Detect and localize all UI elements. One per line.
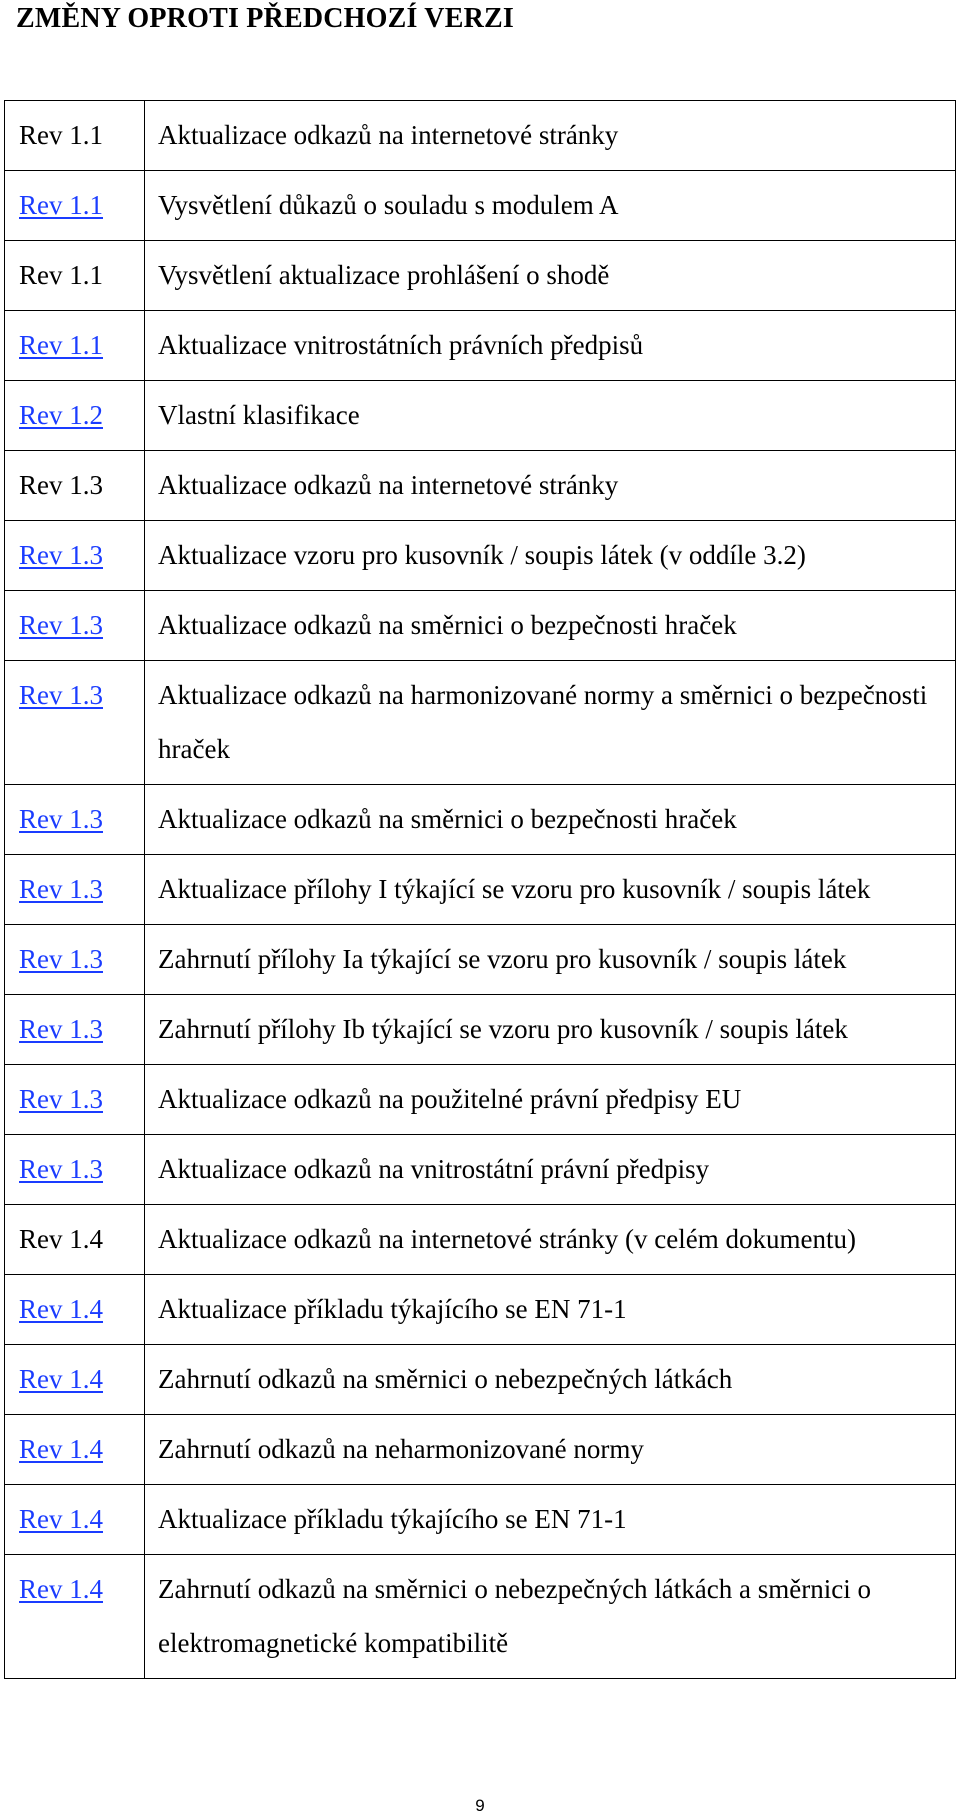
- revision-table: [4, 100, 956, 1679]
- revision-description-cell: [145, 311, 956, 381]
- revision-description: Zahrnutí přílohy Ib týkající se vzoru pro kusovník / soupis látek: [158, 1014, 848, 1044]
- revision-description-cell: [145, 381, 956, 451]
- revision-description: Vlastní klasifikace: [158, 400, 360, 430]
- revision-number-cell: [5, 171, 145, 241]
- revision-description-cell: [145, 1275, 956, 1345]
- revision-number-cell: [5, 1205, 145, 1275]
- revision-row: [5, 451, 956, 521]
- revision-description-cell: [145, 171, 956, 241]
- revision-description: Zahrnutí odkazů na směrnici o nebezpečných látkách a směrnici o elektromagnetické kompatibilitě: [158, 1574, 871, 1658]
- revision-row: [5, 241, 956, 311]
- revision-number-cell: [5, 1485, 145, 1555]
- revision-description-cell: [145, 1345, 956, 1415]
- revision-description: Vysvětlení aktualizace prohlášení o shodě: [158, 260, 610, 290]
- revision-description-cell: [145, 451, 956, 521]
- revision-row: [5, 1135, 956, 1205]
- revision-link[interactable]: Rev 1.3: [19, 540, 103, 570]
- revision-row: [5, 1555, 956, 1679]
- revision-number-cell: [5, 311, 145, 381]
- revision-row: [5, 591, 956, 661]
- page-title: ZMĚNY OPROTI PŘEDCHOZÍ VERZI: [16, 3, 514, 34]
- revision-link[interactable]: Rev 1.3: [19, 680, 103, 710]
- revision-description-cell: [145, 1065, 956, 1135]
- revision-description-cell: [145, 1135, 956, 1205]
- revision-description-cell: [145, 521, 956, 591]
- revision-link[interactable]: Rev 1.3: [19, 804, 103, 834]
- revision-description-cell: [145, 1415, 956, 1485]
- revision-link[interactable]: Rev 1.3: [19, 1154, 103, 1184]
- revision-row: [5, 1345, 956, 1415]
- revision-link[interactable]: Rev 1.3: [19, 944, 103, 974]
- revision-description: Zahrnutí odkazů na směrnici o nebezpečných látkách: [158, 1364, 733, 1394]
- revision-number-cell: [5, 661, 145, 785]
- revision-link[interactable]: Rev 1.4: [19, 1434, 103, 1464]
- revision-number-cell: [5, 1345, 145, 1415]
- revision-number-cell: [5, 785, 145, 855]
- page-number: 9: [475, 1796, 485, 1815]
- revision-number-cell: [5, 101, 145, 171]
- revision-table-body: [5, 101, 956, 1679]
- revision-description: Aktualizace odkazů na vnitrostátní právní předpisy: [158, 1154, 710, 1184]
- revision-description: Zahrnutí přílohy Ia týkající se vzoru pro kusovník / soupis látek: [158, 944, 847, 974]
- revision-description-cell: [145, 661, 956, 785]
- revision-number-cell: [5, 1275, 145, 1345]
- revision-number: Rev 1.4: [19, 1224, 103, 1254]
- revision-description: Vysvětlení důkazů o souladu s modulem A: [158, 190, 619, 220]
- revision-link[interactable]: Rev 1.3: [19, 874, 103, 904]
- revision-description-cell: [145, 1555, 956, 1679]
- revision-row: [5, 1205, 956, 1275]
- revision-description: Aktualizace odkazů na směrnici o bezpečnosti hraček: [158, 610, 737, 640]
- revision-number: Rev 1.1: [19, 120, 103, 150]
- revision-row: [5, 661, 956, 785]
- revision-number-cell: [5, 855, 145, 925]
- revision-number-cell: [5, 995, 145, 1065]
- revision-number-cell: [5, 1135, 145, 1205]
- revision-description: Aktualizace odkazů na internetové stránky (v celém dokumentu): [158, 1224, 856, 1254]
- revision-number-cell: [5, 1555, 145, 1679]
- revision-number: Rev 1.3: [19, 470, 103, 500]
- revision-link[interactable]: Rev 1.3: [19, 1014, 103, 1044]
- revision-description-cell: [145, 785, 956, 855]
- revision-number-cell: [5, 521, 145, 591]
- revision-number-cell: [5, 241, 145, 311]
- revision-number: Rev 1.1: [19, 260, 103, 290]
- revision-description: Aktualizace odkazů na internetové stránky: [158, 470, 619, 500]
- revision-row: [5, 1485, 956, 1555]
- revision-row: [5, 521, 956, 591]
- revision-description-cell: [145, 855, 956, 925]
- revision-row: [5, 171, 956, 241]
- revision-link[interactable]: Rev 1.1: [19, 330, 103, 360]
- revision-number-cell: [5, 381, 145, 451]
- revision-description-cell: [145, 241, 956, 311]
- revision-description: Aktualizace odkazů na internetové stránky: [158, 120, 619, 150]
- revision-description: Aktualizace odkazů na směrnici o bezpečnosti hraček: [158, 804, 737, 834]
- revision-description-cell: [145, 925, 956, 995]
- revision-link[interactable]: Rev 1.4: [19, 1294, 103, 1324]
- revision-number-cell: [5, 451, 145, 521]
- revision-link[interactable]: Rev 1.4: [19, 1574, 103, 1604]
- revision-row: [5, 381, 956, 451]
- revision-row: [5, 925, 956, 995]
- revision-row: [5, 101, 956, 171]
- revision-row: [5, 1275, 956, 1345]
- revision-description: Zahrnutí odkazů na neharmonizované normy: [158, 1434, 644, 1464]
- revision-number-cell: [5, 925, 145, 995]
- revision-link[interactable]: Rev 1.1: [19, 190, 103, 220]
- revision-description-cell: [145, 591, 956, 661]
- revision-number-cell: [5, 1415, 145, 1485]
- revision-link[interactable]: Rev 1.4: [19, 1504, 103, 1534]
- revision-number-cell: [5, 591, 145, 661]
- revision-row: [5, 1065, 956, 1135]
- revision-number-cell: [5, 1065, 145, 1135]
- revision-link[interactable]: Rev 1.3: [19, 1084, 103, 1114]
- revision-row: [5, 855, 956, 925]
- revision-description: Aktualizace přílohy I týkající se vzoru pro kusovník / soupis látek: [158, 874, 871, 904]
- revision-description: Aktualizace příkladu týkajícího se EN 71-1: [158, 1504, 627, 1534]
- revision-link[interactable]: Rev 1.3: [19, 610, 103, 640]
- revision-link[interactable]: Rev 1.2: [19, 400, 103, 430]
- revision-description: Aktualizace vnitrostátních právních předpisů: [158, 330, 644, 360]
- revision-row: [5, 785, 956, 855]
- revision-row: [5, 995, 956, 1065]
- revision-row: [5, 1415, 956, 1485]
- revision-description-cell: [145, 101, 956, 171]
- revision-description: Aktualizace příkladu týkajícího se EN 71-1: [158, 1294, 627, 1324]
- revision-row: [5, 311, 956, 381]
- revision-description: Aktualizace odkazů na použitelné právní předpisy EU: [158, 1084, 742, 1114]
- revision-description-cell: [145, 1205, 956, 1275]
- revision-description: Aktualizace odkazů na harmonizované normy a směrnici o bezpečnosti hraček: [158, 680, 928, 764]
- revision-description-cell: [145, 1485, 956, 1555]
- revision-link[interactable]: Rev 1.4: [19, 1364, 103, 1394]
- revision-description: Aktualizace vzoru pro kusovník / soupis látek (v oddíle 3.2): [158, 540, 806, 570]
- revision-description-cell: [145, 995, 956, 1065]
